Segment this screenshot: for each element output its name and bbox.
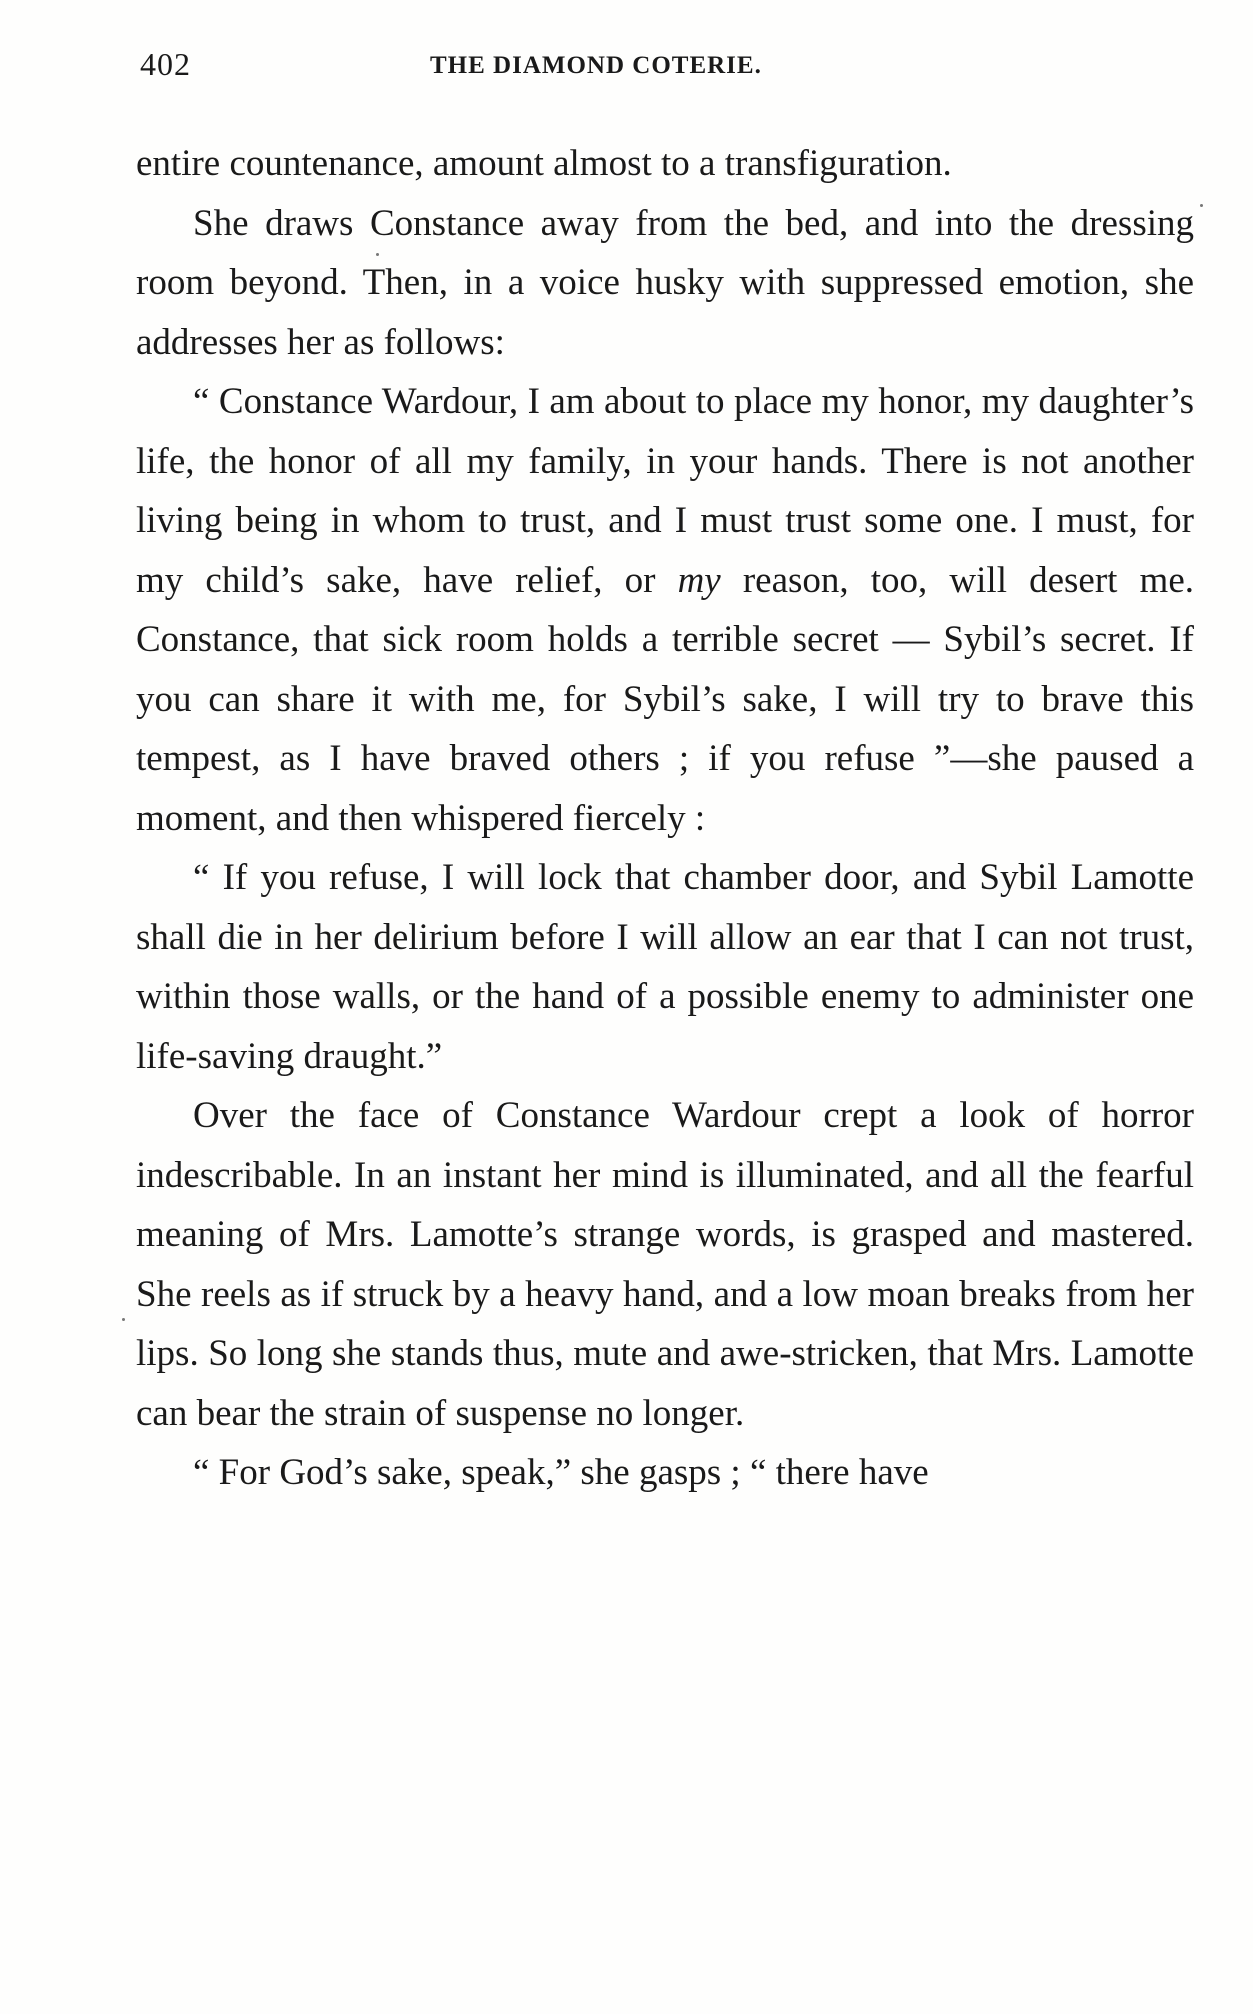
running-title: THE DIAMOND COTERIE. bbox=[430, 52, 762, 79]
paragraph: She draws Constance away from the bed, and into the dressing room beyond. Then, in a voice husky with suppressed emotion, she addresses her as follows: bbox=[136, 202, 1194, 363]
paper-speck bbox=[122, 1318, 125, 1321]
paper-speck bbox=[376, 253, 379, 256]
paragraph-quote: “ Constance Wardour, I am about to place my honor, my daughter’s life, the honor of all my family, in your hands. There is not another living being in whom to trust, and I must trust some one. I must, for my child’s sake, have relief, or my reason, too, will desert me. Constance, that sick room holds a terrible secret — Sybil’s secret. If you can share it with me, for Sybil’s sake, I will try to brave this tempest, as I have braved others ; if you refuse ”—she paused a moment, and then whispered fiercely : bbox=[136, 381, 1194, 839]
paragraph-last: “ For God’s sake, speak,” she gasps ; “ there have bbox=[193, 1452, 929, 1493]
page-number: 402 bbox=[140, 46, 191, 82]
paragraph-quote: “ If you refuse, I will lock that chamber door, and Sybil Lamotte shall die in her delirium before I will allow an ear that I can not trust, within those walls, or the hand of a possible enemy to administer one life-saving draught.” bbox=[136, 857, 1194, 1077]
paragraph: Over the face of Constance Wardour crept a look of horror indescribable. In an instant her mind is illuminated, and all the fearful meaning of Mrs. Lamotte’s strange words, is grasped and mastered. She reels as if struck by a heavy hand, and a low moan breaks from her lips. So long she stands thus, mute and awe-stricken, that Mrs. Lamotte can bear the strain of suspense no longer. bbox=[136, 1095, 1194, 1434]
paper-speck bbox=[1200, 204, 1203, 207]
paragraph-continuation: entire countenance, amount almost to a transfiguration. bbox=[136, 143, 952, 184]
page-header bbox=[140, 46, 1190, 90]
body-text bbox=[136, 134, 1194, 1503]
emphasis: my bbox=[677, 559, 721, 601]
